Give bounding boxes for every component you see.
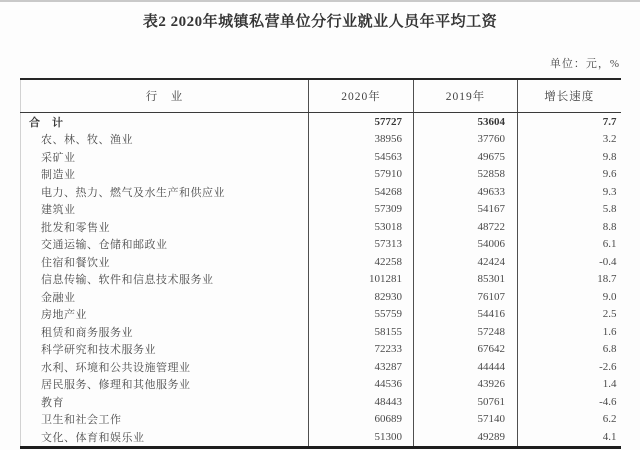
industry-cell: 教育 — [41, 396, 64, 409]
growth-cell: 6.8 — [518, 341, 621, 359]
table-row — [21, 201, 621, 219]
industry-cell: 水利、环境和公共设施管理业 — [41, 361, 191, 374]
growth-cell: 6.2 — [518, 411, 621, 429]
value-2019-cell: 42424 — [414, 253, 518, 271]
industry-cell: 制造业 — [41, 169, 76, 182]
industry-cell: 合 计 — [29, 116, 64, 129]
value-2020-cell: 54563 — [309, 148, 414, 166]
value-2019-cell: 50761 — [414, 393, 518, 411]
col-header-2019: 2019年 — [414, 79, 518, 113]
value-2019-cell: 85301 — [414, 271, 518, 289]
table-row — [21, 131, 621, 149]
table-row — [21, 183, 621, 201]
value-2019-cell: 48722 — [414, 218, 518, 236]
industry-cell: 金融业 — [41, 291, 76, 304]
industry-cell: 批发和零售业 — [41, 221, 110, 234]
value-2020-cell: 57313 — [309, 236, 414, 254]
table-row — [21, 358, 621, 376]
industry-cell: 交通运输、仓储和邮政业 — [41, 239, 168, 252]
value-2020-cell: 44536 — [309, 376, 414, 394]
value-2019-cell: 57248 — [414, 323, 518, 341]
value-2019-cell: 37760 — [414, 131, 518, 149]
growth-cell: 1.6 — [518, 323, 621, 341]
value-2019-cell: 53604 — [414, 113, 518, 131]
value-2019-cell: 49633 — [414, 183, 518, 201]
value-2020-cell: 60689 — [309, 411, 414, 429]
value-2020-cell: 38956 — [309, 131, 414, 149]
value-2019-cell: 49289 — [414, 428, 518, 447]
growth-cell: -2.6 — [518, 358, 621, 376]
growth-cell: 9.0 — [518, 288, 621, 306]
table-row — [21, 393, 621, 411]
unit-label: 单位：元，% — [549, 58, 620, 70]
growth-cell: 7.7 — [518, 113, 621, 131]
industry-cell: 电力、热力、燃气及水生产和供应业 — [41, 186, 225, 199]
value-2019-cell: 76107 — [414, 288, 518, 306]
table-row — [21, 376, 621, 394]
industry-cell: 信息传输、软件和信息技术服务业 — [41, 274, 214, 287]
page-title: 表2 2020年城镇私营单位分行业就业人员年平均工资 — [142, 14, 498, 30]
value-2020-cell: 54268 — [309, 183, 414, 201]
industry-cell: 住宿和餐饮业 — [41, 256, 110, 269]
value-2020-cell: 42258 — [309, 253, 414, 271]
industry-cell: 租赁和商务服务业 — [41, 326, 133, 339]
table-row — [21, 288, 621, 306]
value-2020-cell: 55759 — [309, 306, 414, 324]
industry-cell: 文化、体育和娱乐业 — [41, 431, 145, 444]
value-2019-cell: 57140 — [414, 411, 518, 429]
growth-cell: 3.2 — [518, 131, 621, 149]
value-2019-cell: 49675 — [414, 148, 518, 166]
value-2020-cell: 82930 — [309, 288, 414, 306]
value-2019-cell: 54006 — [414, 236, 518, 254]
growth-cell: 9.6 — [518, 166, 621, 184]
header-row — [21, 79, 621, 113]
industry-cell: 建筑业 — [41, 204, 76, 217]
value-2020-cell: 43287 — [309, 358, 414, 376]
industry-cell: 居民服务、修理和其他服务业 — [41, 379, 191, 392]
growth-cell: 8.8 — [518, 218, 621, 236]
growth-cell: -0.4 — [518, 253, 621, 271]
value-2019-cell: 52858 — [414, 166, 518, 184]
table-row — [21, 166, 621, 184]
wage-table — [20, 78, 621, 449]
col-header-industry: 行 业 — [21, 79, 309, 113]
growth-cell: 2.5 — [518, 306, 621, 324]
value-2020-cell: 51300 — [309, 428, 414, 447]
table-row — [21, 271, 621, 289]
value-2020-cell: 72233 — [309, 341, 414, 359]
value-2019-cell: 43926 — [414, 376, 518, 394]
value-2019-cell: 67642 — [414, 341, 518, 359]
growth-cell: 1.4 — [518, 376, 621, 394]
table-row — [21, 411, 621, 429]
value-2020-cell: 57727 — [309, 113, 414, 131]
table-row — [21, 253, 621, 271]
growth-cell: 4.1 — [518, 428, 621, 447]
industry-cell: 房地产业 — [41, 309, 87, 322]
growth-cell: 9.3 — [518, 183, 621, 201]
growth-cell: 6.1 — [518, 236, 621, 254]
table-body — [21, 113, 621, 448]
value-2019-cell: 44444 — [414, 358, 518, 376]
value-2020-cell: 53018 — [309, 218, 414, 236]
table-row — [21, 428, 621, 447]
table-row — [21, 341, 621, 359]
col-header-2020: 2020年 — [309, 79, 414, 113]
growth-cell: 18.7 — [518, 271, 621, 289]
growth-cell: 5.8 — [518, 201, 621, 219]
table-row — [21, 323, 621, 341]
value-2019-cell: 54167 — [414, 201, 518, 219]
value-2020-cell: 58155 — [309, 323, 414, 341]
value-2020-cell: 101281 — [309, 271, 414, 289]
table-row — [21, 218, 621, 236]
table-row — [21, 148, 621, 166]
industry-cell: 科学研究和技术服务业 — [41, 344, 156, 357]
industry-cell: 采矿业 — [41, 151, 76, 164]
growth-cell: -4.6 — [518, 393, 621, 411]
value-2020-cell: 57309 — [309, 201, 414, 219]
value-2020-cell: 48443 — [309, 393, 414, 411]
col-header-growth: 增长速度 — [518, 79, 621, 113]
table-row — [21, 236, 621, 254]
industry-cell: 农、林、牧、渔业 — [41, 134, 133, 147]
industry-cell: 卫生和社会工作 — [41, 414, 122, 427]
table-header — [21, 79, 621, 113]
table-row — [21, 306, 621, 324]
table-row — [21, 113, 621, 131]
value-2019-cell: 54416 — [414, 306, 518, 324]
value-2020-cell: 57910 — [309, 166, 414, 184]
growth-cell: 9.8 — [518, 148, 621, 166]
